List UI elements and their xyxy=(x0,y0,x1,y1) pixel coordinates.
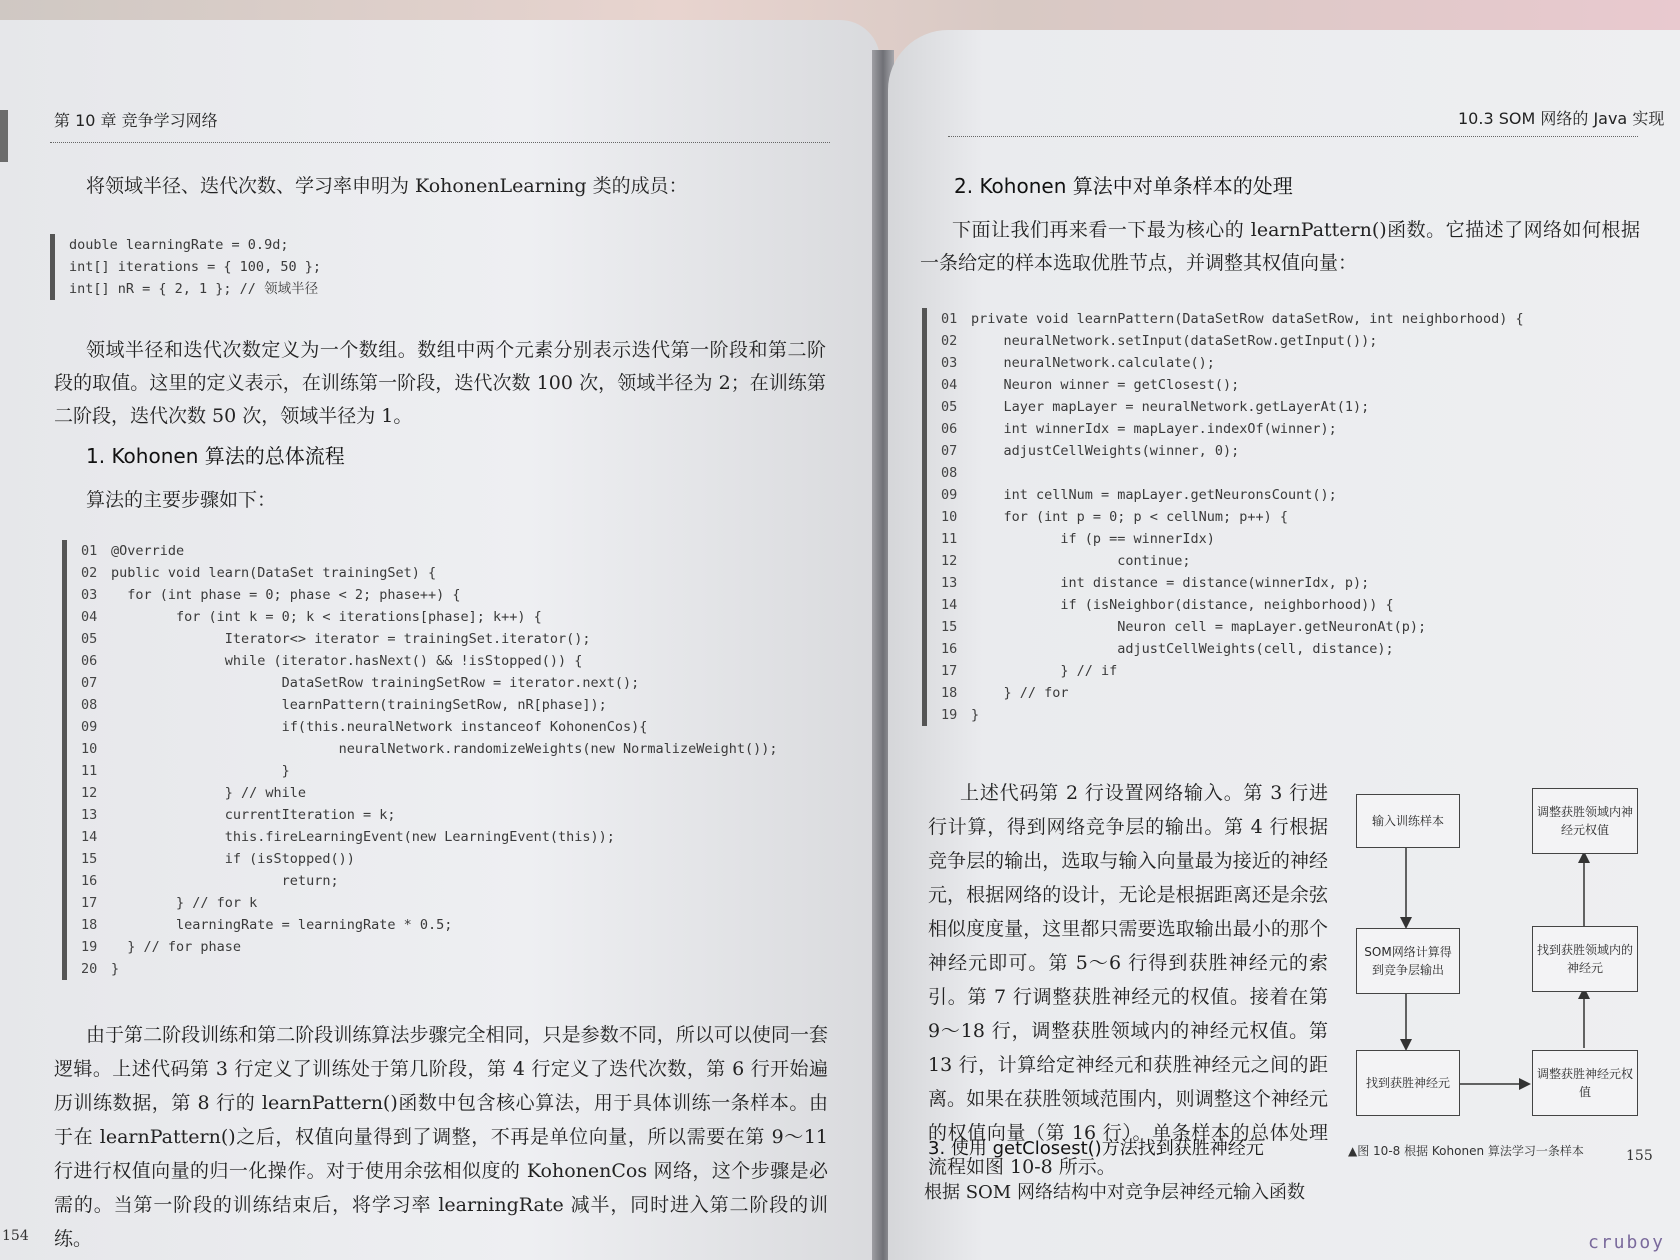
code-line xyxy=(81,716,842,738)
line-number: 12 xyxy=(81,785,98,801)
learnpattern-intro: 下面让我们再来看一下最为核心的 learnPattern()函数。它描述了网络如何根据一条给定的样本选取优胜节点，并调整其权值向量： xyxy=(920,219,1640,274)
code-line xyxy=(941,462,1652,484)
code-line xyxy=(81,606,842,628)
paragraph-explanation: 由于第二阶段训练和第二阶段训练算法步骤完全相同，只是参数不同，所以可以使同一套逻辑。上述代码第 3 行定义了训练处于第几阶段，第 4 行定义了迭代次数，第 6 行开始遍历训练数据，第 8 行的 learnPattern()函数中包含核心算法，用于具体训练一条样本。由于在 learnPattern()之后，权值向量得到了调整，不再是单位向量，所以需要在第 9～11 行进行权值向量的归一化操作。对于使用余弦相似度的 KohonenCos 网络，这个步骤是必需的。当第一阶段的训练结束后，将学习率 learningRate 减半，同时进入第二阶段的训练。 xyxy=(54,1024,828,1250)
learn-code-block xyxy=(62,540,842,980)
code-text: int distance = distance(winnerIdx, p); xyxy=(971,575,1370,591)
code-text: public void learn(DataSet trainingSet) { xyxy=(111,565,437,581)
code-text: adjustCellWeights(cell, distance); xyxy=(971,641,1394,657)
code-text: } // for xyxy=(971,685,1069,701)
code-line xyxy=(81,914,842,936)
header-rule xyxy=(50,142,830,143)
chapter-tab-marker xyxy=(0,110,8,162)
members-code-block xyxy=(50,234,750,300)
code-text: int cellNum = mapLayer.getNeuronsCount(); xyxy=(971,487,1337,503)
code-line xyxy=(941,484,1652,506)
code-line xyxy=(941,528,1652,550)
code-text: private void learnPattern(DataSetRow dataSetRow, int neighborhood) { xyxy=(971,311,1524,327)
code-text: if(this.neuralNetwork instanceof KohonenCos){ xyxy=(111,719,648,735)
code-line xyxy=(941,682,1652,704)
code-text: @Override xyxy=(111,543,185,559)
code-text: if (isNeighbor(distance, neighborhood)) { xyxy=(971,597,1394,613)
section-header: 10.3 SOM 网络的 Java 实现 xyxy=(1458,109,1665,128)
steps-intro: 算法的主要步骤如下： xyxy=(86,489,277,511)
subheading-getclosest: 3. 使用 getClosest()方法找到获胜神经元 xyxy=(928,1138,1264,1159)
paragraph-learnpattern-explanation: 上述代码第 2 行设置网络输入。第 3 行进行计算，得到网络竞争层的输出。第 4 行根据竞争层的输出，选取与输入向量最为接近的神经元，根据网络的设计，无论是根据距离还是余弦相似度度量，这里都只需要选取输出最小的那个神经元即可。第 5～6 行得到获胜神经元的索引。第 7 行调整获胜神经元的权值。接着在第 9～18 行，调整获胜领域内的神经元权值。第 13 行，计算给定神经元和获胜神经元之间的距离。如果在获胜领域范围内，则调整这个神经元的权值向量（第 16 行）。单条样本的总体处理流程如图 10-8 所示。 xyxy=(928,782,1328,1178)
right-page xyxy=(888,30,1680,1260)
code-text: while (iterator.hasNext() && !isStopped()) { xyxy=(111,653,583,669)
line-number: 13 xyxy=(81,807,98,823)
line-number: 06 xyxy=(941,421,958,437)
figure-caption: ▲图 10-8 根据 Kohonen 算法学习一条样本 xyxy=(1348,1144,1584,1158)
code-line xyxy=(941,638,1652,660)
code-line xyxy=(81,540,842,562)
line-number: 09 xyxy=(81,719,98,735)
line-number: 04 xyxy=(81,609,98,625)
code-text: learningRate = learningRate * 0.5; xyxy=(111,917,453,933)
code-line xyxy=(81,958,842,980)
line-number: 10 xyxy=(81,741,98,757)
code-line xyxy=(941,594,1652,616)
code-text: DataSetRow trainingSetRow = iterator.next(); xyxy=(111,675,640,691)
code-text: } // if xyxy=(971,663,1118,679)
line-number: 17 xyxy=(81,895,98,911)
code-line xyxy=(81,870,842,892)
code-line xyxy=(81,782,842,804)
code-text: for (int phase = 0; phase < 2; phase++) { xyxy=(111,587,461,603)
left-page xyxy=(0,20,880,1260)
line-number: 20 xyxy=(81,961,98,977)
line-number: 02 xyxy=(941,333,958,349)
code-text: Neuron winner = getClosest(); xyxy=(971,377,1240,393)
chapter-header: 第 10 章 竞争学习网络 xyxy=(54,111,218,130)
code-line xyxy=(81,650,842,672)
line-number: 04 xyxy=(941,377,958,393)
flow-box-input-sample: 输入训练样本 xyxy=(1356,794,1460,848)
line-number: 11 xyxy=(81,763,98,779)
code-line xyxy=(81,760,842,782)
code-text: } // for k xyxy=(111,895,258,911)
code-text: this.fireLearningEvent(new LearningEvent(this)); xyxy=(111,829,615,845)
code-line xyxy=(81,804,842,826)
code-text: learnPattern(trainingSetRow, nR[phase]); xyxy=(111,697,607,713)
code-text: neuralNetwork.setInput(dataSetRow.getInput()); xyxy=(971,333,1378,349)
code-line xyxy=(81,584,842,606)
code-text: } // while xyxy=(111,785,307,801)
line-number: 17 xyxy=(941,663,958,679)
line-number: 03 xyxy=(941,355,958,371)
line-number: 13 xyxy=(941,575,958,591)
line-number: 09 xyxy=(941,487,958,503)
line-number: 16 xyxy=(81,873,98,889)
page-number-right: 155 xyxy=(1626,1148,1653,1164)
line-number: 07 xyxy=(941,443,958,459)
code-text: neuralNetwork.randomizeWeights(new NormalizeWeight()); xyxy=(111,741,778,757)
flow-box-find-neighbors: 找到获胜领域内的神经元 xyxy=(1532,926,1638,992)
code-text: currentIteration = k; xyxy=(111,807,396,823)
code-line xyxy=(941,308,1652,330)
section-heading-single-sample: 2. Kohonen 算法中对单条样本的处理 xyxy=(954,174,1293,198)
code-line xyxy=(81,848,842,870)
code-text: Neuron cell = mapLayer.getNeuronAt(p); xyxy=(971,619,1427,635)
code-line xyxy=(941,418,1652,440)
code-text: int winnerIdx = mapLayer.indexOf(winner); xyxy=(971,421,1337,437)
code-line xyxy=(941,660,1652,682)
line-number: 18 xyxy=(941,685,958,701)
code-text: } xyxy=(111,961,120,977)
code-line xyxy=(941,330,1652,352)
code-line xyxy=(941,396,1652,418)
code-line xyxy=(81,826,842,848)
code-text: return; xyxy=(111,873,339,889)
code-text: } xyxy=(111,763,290,779)
line-number: 18 xyxy=(81,917,98,933)
line-number: 02 xyxy=(81,565,98,581)
code-line xyxy=(941,616,1652,638)
line-number: 03 xyxy=(81,587,98,603)
code-text: for (int p = 0; p < cellNum; p++) { xyxy=(971,509,1288,525)
line-number: 14 xyxy=(81,829,98,845)
code-line xyxy=(81,562,842,584)
code-text: for (int k = 0; k < iterations[phase]; k++) { xyxy=(111,609,542,625)
code-line xyxy=(941,572,1652,594)
line-number: 07 xyxy=(81,675,98,691)
code-text: neuralNetwork.calculate(); xyxy=(971,355,1215,371)
code-line: int[] nR = { 2, 1 }; // 领域半径 xyxy=(69,281,319,297)
line-number: 10 xyxy=(941,509,958,525)
page-number-left: 154 xyxy=(2,1228,29,1244)
header-rule xyxy=(948,136,1638,137)
line-number: 12 xyxy=(941,553,958,569)
flow-box-som-compute: SOM网络计算得到竞争层输出 xyxy=(1356,928,1460,994)
flowchart-figure-10-8 xyxy=(1348,758,1648,1138)
code-line xyxy=(81,892,842,914)
learnpattern-code-block xyxy=(922,308,1652,726)
code-line xyxy=(81,936,842,958)
code-text: } // for phase xyxy=(111,939,242,955)
line-number: 08 xyxy=(81,697,98,713)
section-heading-overall-flow: 1. Kohonen 算法的总体流程 xyxy=(86,444,345,468)
flow-box-adjust-neighbors: 调整获胜领域内神经元权值 xyxy=(1532,788,1638,854)
code-text: if (isStopped()) xyxy=(111,851,355,867)
line-number: 14 xyxy=(941,597,958,613)
line-number: 01 xyxy=(941,311,958,327)
code-text: Layer mapLayer = neuralNetwork.getLayerAt(1); xyxy=(971,399,1370,415)
line-number: 15 xyxy=(81,851,98,867)
line-number: 16 xyxy=(941,641,958,657)
code-text: } xyxy=(971,707,980,723)
line-number: 19 xyxy=(81,939,98,955)
code-text: continue; xyxy=(971,553,1191,569)
line-number: 01 xyxy=(81,543,98,559)
code-line xyxy=(81,738,842,760)
line-number: 15 xyxy=(941,619,958,635)
code-line xyxy=(941,704,1652,726)
code-line: double learningRate = 0.9d; xyxy=(69,237,289,253)
code-line xyxy=(81,694,842,716)
flow-box-find-winner: 找到获胜神经元 xyxy=(1356,1050,1460,1116)
code-line xyxy=(941,352,1652,374)
flow-box-adjust-winner: 调整获胜神经元权值 xyxy=(1532,1050,1638,1116)
line-number: 05 xyxy=(941,399,958,415)
code-line: int[] iterations = { 100, 50 }; xyxy=(69,259,321,275)
code-line xyxy=(941,440,1652,462)
line-number: 05 xyxy=(81,631,98,647)
code-text: if (p == winnerIdx) xyxy=(971,531,1215,547)
paragraph-iterations: 领域半径和迭代次数定义为一个数组。数组中两个元素分别表示迭代第一阶段和第二阶段的取值。这里的定义表示，在训练第一阶段，迭代次数 100 次，领域半径为 2；在训练第二阶段，迭代次数 50 次，领域半径为 1。 xyxy=(54,339,826,427)
last-line: 根据 SOM 网络结构中对竞争层神经元输入函数 xyxy=(924,1182,1305,1203)
line-number: 19 xyxy=(941,707,958,723)
line-number: 08 xyxy=(941,465,958,481)
watermark: cruboy xyxy=(1588,1232,1666,1253)
code-line xyxy=(941,506,1652,528)
line-number: 11 xyxy=(941,531,958,547)
code-line xyxy=(941,374,1652,396)
line-number: 06 xyxy=(81,653,98,669)
members-intro: 将领域半径、迭代次数、学习率申明为 KohonenLearning 类的成员： xyxy=(86,175,688,197)
code-text: Iterator<> iterator = trainingSet.iterator(); xyxy=(111,631,591,647)
code-line xyxy=(81,672,842,694)
code-text: adjustCellWeights(winner, 0); xyxy=(971,443,1240,459)
code-line xyxy=(81,628,842,650)
code-line xyxy=(941,550,1652,572)
